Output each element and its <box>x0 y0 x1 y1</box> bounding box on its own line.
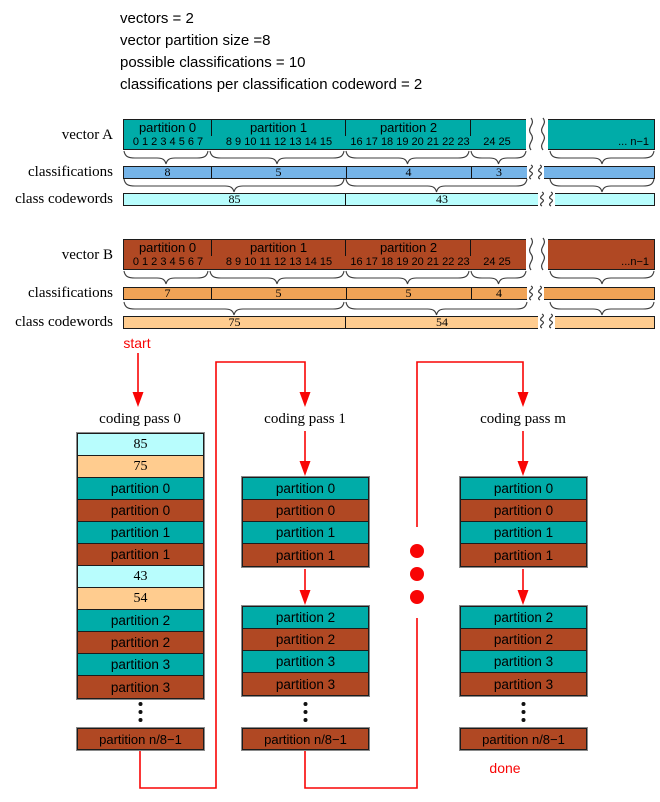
codeword-cell: 54 <box>78 588 203 610</box>
partition-cell: partition 1 <box>243 522 368 544</box>
classification-value: 5 <box>275 286 282 300</box>
arrowhead-icon <box>300 461 311 476</box>
brace <box>471 271 526 284</box>
classifications-b-label: classifications <box>28 285 113 301</box>
sample-indices: 16 17 18 19 20 21 22 23 <box>350 136 470 148</box>
sample-indices: 8 9 10 11 12 13 14 15 <box>225 136 333 148</box>
config-classifications: possible classifications = 10 <box>120 54 306 71</box>
ellipsis-dot <box>304 710 308 714</box>
partition-cell: partition 0 <box>461 478 586 500</box>
partition-label: partition 1 <box>249 240 308 255</box>
partition-label: partition 0 <box>138 240 197 255</box>
classifications-a-row <box>123 166 655 179</box>
brace <box>124 302 344 315</box>
partition-cell: partition 1 <box>243 544 368 566</box>
sample-indices: 8 9 10 11 12 13 14 15 <box>225 256 333 268</box>
codeword-cell: 75 <box>78 456 203 478</box>
brace <box>346 271 469 284</box>
codewords-a-label: class codewords <box>15 191 113 207</box>
partition-divider <box>470 240 471 256</box>
partition-cell: partition 3 <box>243 673 368 695</box>
brace <box>124 151 208 164</box>
partition-cell: partition 1 <box>461 522 586 544</box>
partition-divider <box>470 120 471 136</box>
vector-a-box <box>123 119 655 150</box>
coding-pass-m-group-1 <box>460 477 587 567</box>
vector-b-label: vector B <box>61 247 113 263</box>
sample-indices: 16 17 18 19 20 21 22 23 <box>350 256 470 268</box>
vector-tail-indices: ... n−1 <box>618 136 649 148</box>
coding-pass-1-group-1 <box>242 477 369 567</box>
partition-divider <box>345 120 346 136</box>
more-passes-dot <box>410 567 424 581</box>
vector-tail-indices: ...n−1 <box>621 256 649 268</box>
partition-cell: partition 0 <box>78 500 203 522</box>
brace <box>550 271 654 284</box>
partition-cell: partition 2 <box>461 629 586 651</box>
partition-cell: partition 2 <box>243 629 368 651</box>
arrowhead-icon <box>518 461 529 476</box>
codeword-cell: 43 <box>78 566 203 588</box>
arrowhead-icon <box>133 392 144 407</box>
partition-cell: partition 3 <box>461 673 586 695</box>
sample-indices: 0 1 2 3 4 5 6 7 <box>132 136 204 148</box>
partition-label: partition 0 <box>138 120 197 135</box>
classification-value: 5 <box>405 286 412 300</box>
brace <box>210 151 344 164</box>
classifications-a-label: classifications <box>28 164 113 180</box>
partition-cell: partition 1 <box>78 522 203 544</box>
codeword-value: 85 <box>228 192 241 206</box>
classification-value: 7 <box>164 286 171 300</box>
partition-divider <box>211 240 212 256</box>
brace <box>346 151 469 164</box>
ellipsis-dot <box>304 718 308 722</box>
coding-pass-m-title: coding pass m <box>480 411 566 427</box>
ellipsis-dot <box>139 718 143 722</box>
partition-label: partition 2 <box>379 240 438 255</box>
classification-value: 3 <box>496 165 502 179</box>
codeword-value: 75 <box>228 315 241 329</box>
brace <box>124 179 344 192</box>
codeword-cell: 85 <box>78 434 203 456</box>
done-label: done <box>489 760 521 776</box>
codeword-value: 54 <box>436 315 448 329</box>
classification-value: 4 <box>496 286 502 300</box>
partition-label: partition 2 <box>379 120 438 135</box>
partition-cell: partition 0 <box>243 478 368 500</box>
coding-pass-0-stack <box>77 433 204 699</box>
brace <box>471 151 526 164</box>
pass-0-tail-box: partition n/8−1 <box>77 728 204 750</box>
codewords-b-row <box>123 316 655 329</box>
partition-cell: partition 3 <box>78 676 203 698</box>
sample-indices: 0 1 2 3 4 5 6 7 <box>132 256 204 268</box>
partition-cell: partition 1 <box>461 544 586 566</box>
more-passes-dot <box>410 544 424 558</box>
coding-pass-m-group-2 <box>460 606 587 696</box>
arrowhead-icon <box>300 392 311 407</box>
partition-divider <box>345 240 346 256</box>
codewords-b-label: class codewords <box>15 314 113 330</box>
classification-value: 4 <box>405 165 412 179</box>
partition-label: partition 1 <box>249 120 308 135</box>
ellipsis-dot <box>139 702 143 706</box>
config-partition-size: vector partition size =8 <box>120 32 271 49</box>
partition-divider <box>211 120 212 136</box>
brace <box>210 271 344 284</box>
brace <box>550 151 654 164</box>
arrowhead-icon <box>518 392 529 407</box>
ellipsis-dot <box>304 702 308 706</box>
classification-value: 8 <box>164 165 171 179</box>
partition-cell: partition 2 <box>78 610 203 632</box>
classifications-b-row <box>123 287 655 300</box>
more-passes-dot <box>410 590 424 604</box>
pass-m-tail-box: partition n/8−1 <box>460 728 587 750</box>
sample-indices: 24 25 <box>483 136 511 148</box>
codeword-value: 43 <box>436 192 448 206</box>
partition-cell: partition 2 <box>461 607 586 629</box>
coding-pass-1-title: coding pass 1 <box>264 411 346 427</box>
brace <box>550 302 654 315</box>
brace <box>550 179 654 192</box>
partition-cell: partition 2 <box>243 607 368 629</box>
ellipsis-dot <box>522 702 526 706</box>
partition-cell: partition 0 <box>78 478 203 500</box>
brace <box>346 302 527 315</box>
arrowhead-icon <box>518 590 529 605</box>
coding-pass-0-title: coding pass 0 <box>99 411 181 427</box>
arrowhead-icon <box>300 590 311 605</box>
codewords-a-row <box>123 193 655 206</box>
partition-cell: partition 0 <box>243 500 368 522</box>
classification-value: 5 <box>275 165 282 179</box>
brace <box>124 271 208 284</box>
pass-1-tail-box: partition n/8−1 <box>242 728 369 750</box>
partition-cell: partition 0 <box>461 500 586 522</box>
partition-cell: partition 2 <box>78 632 203 654</box>
sample-indices: 24 25 <box>483 256 511 268</box>
coding-pass-1-group-2 <box>242 606 369 696</box>
partition-cell: partition 1 <box>78 544 203 566</box>
vector-a-label: vector A <box>61 127 113 143</box>
partition-cell: partition 3 <box>243 651 368 673</box>
ellipsis-dot <box>139 710 143 714</box>
ellipsis-dot <box>522 710 526 714</box>
config-per-codeword: classifications per classification codeword = 2 <box>120 76 423 93</box>
partition-cell: partition 3 <box>78 654 203 676</box>
partition-cell: partition 3 <box>461 651 586 673</box>
ellipsis-dot <box>522 718 526 722</box>
start-label: start <box>123 335 151 351</box>
vector-b-box <box>123 239 655 270</box>
brace <box>346 179 527 192</box>
config-vectors: vectors = 2 <box>120 10 194 27</box>
